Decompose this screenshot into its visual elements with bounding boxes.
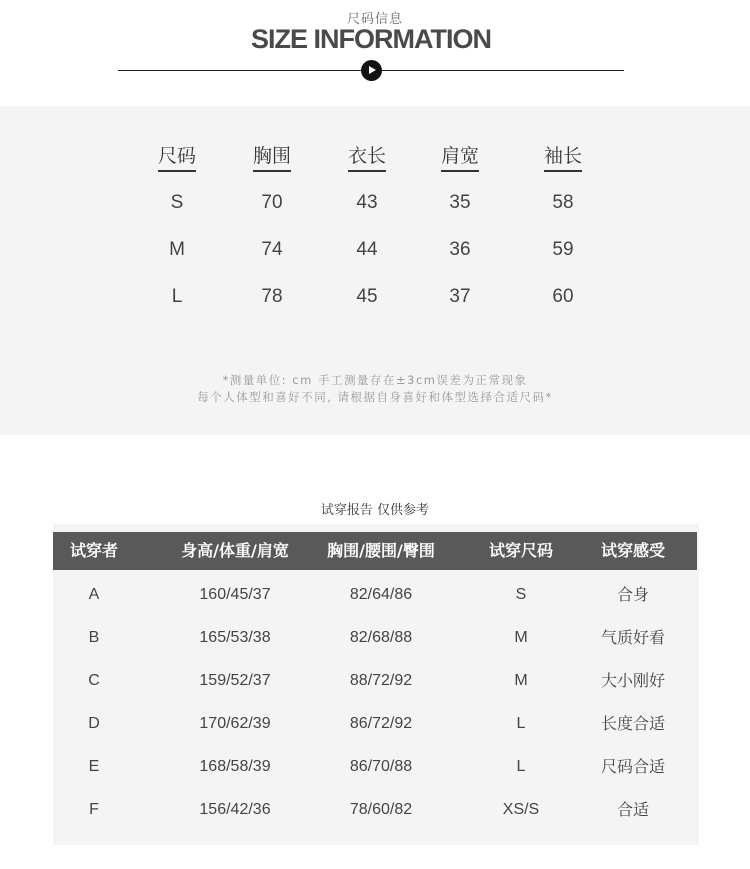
size-header	[523, 144, 603, 172]
report-cell: XS/S	[502, 801, 540, 818]
size-cell: 35	[449, 192, 471, 213]
report-cell: 合身	[616, 585, 649, 604]
report-header-cell: 胸围/腰围/臀围	[327, 541, 435, 560]
section-subtitle: 尺码信息	[346, 12, 403, 27]
table-row	[53, 573, 697, 616]
size-cell: M	[169, 239, 185, 260]
report-cell: 159/52/37	[199, 672, 271, 689]
report-cell: 78/60/82	[349, 801, 413, 818]
size-chart-panel	[0, 106, 750, 435]
report-cell: 160/45/37	[199, 586, 271, 603]
size-cell: S	[170, 192, 184, 213]
report-cell: A	[88, 586, 100, 603]
size-cell: 58	[552, 192, 574, 213]
size-header	[232, 144, 312, 172]
report-cell: L	[516, 715, 526, 732]
fitting-report-table	[53, 524, 699, 845]
report-header-cell: 试穿者	[69, 541, 118, 560]
report-cell: E	[88, 758, 100, 775]
report-header-cell: 试穿尺码	[488, 541, 553, 560]
report-cell: 165/53/38	[199, 629, 271, 646]
size-header-label: 衣长	[348, 144, 386, 172]
report-cell: 尺码合适	[600, 757, 665, 776]
size-cell: 37	[449, 286, 471, 307]
size-header-label: 尺码	[158, 144, 196, 172]
report-cell: C	[88, 672, 100, 689]
section-title: SIZE INFORMATION	[251, 24, 491, 54]
report-cell: 合适	[616, 800, 649, 819]
size-header-label: 肩宽	[441, 144, 479, 172]
report-cell: L	[516, 758, 526, 775]
report-cell: 156/42/36	[199, 801, 271, 818]
fit-advice-note: 每个人体型和喜好不同, 请根据自身喜好和体型选择合适尺码*	[197, 390, 553, 404]
report-cell: 长度合适	[600, 714, 665, 733]
table-row	[53, 745, 697, 788]
fitting-report-title: 试穿报告 仅供参考	[320, 503, 430, 518]
size-cell: 59	[552, 239, 574, 260]
report-cell: 气质好看	[600, 628, 665, 647]
measurement-note: *测量单位: cm 手工测量存在±3cm误差为正常现象	[222, 373, 528, 387]
size-header-label: 袖长	[544, 144, 582, 172]
report-cell: M	[514, 672, 528, 689]
size-cell: 36	[449, 239, 471, 260]
report-cell: 88/72/92	[349, 672, 413, 689]
size-cell: 60	[552, 286, 574, 307]
report-cell: S	[515, 586, 527, 603]
table-row	[53, 702, 697, 745]
size-cell: 78	[261, 286, 283, 307]
size-header-label: 胸围	[253, 144, 291, 172]
report-cell: F	[89, 801, 99, 818]
size-cell: 44	[356, 239, 378, 260]
report-header-row	[53, 532, 697, 570]
report-cell: 大小刚好	[600, 671, 665, 690]
table-row	[53, 616, 697, 659]
report-cell: B	[88, 629, 100, 646]
size-cell: 70	[261, 192, 283, 213]
report-cell: 82/68/88	[349, 629, 413, 646]
table-row	[53, 659, 697, 702]
report-cell: 86/70/88	[349, 758, 413, 775]
report-cell: 82/64/86	[349, 586, 413, 603]
report-cell: 86/72/92	[349, 715, 413, 732]
size-header	[327, 144, 407, 172]
play-icon	[361, 60, 382, 81]
report-cell: 170/62/39	[199, 715, 271, 732]
report-cell: M	[514, 629, 528, 646]
table-row	[53, 788, 697, 831]
report-cell: D	[88, 715, 100, 732]
size-cell: 74	[261, 239, 283, 260]
report-cell: 168/58/39	[199, 758, 271, 775]
size-header	[137, 144, 217, 172]
size-cell: L	[171, 286, 183, 307]
size-cell: 45	[356, 286, 378, 307]
size-cell: 43	[356, 192, 378, 213]
header	[0, 0, 750, 106]
report-header-cell: 身高/体重/肩宽	[181, 541, 289, 560]
size-header	[420, 144, 500, 172]
report-header-cell: 试穿感受	[600, 541, 665, 560]
